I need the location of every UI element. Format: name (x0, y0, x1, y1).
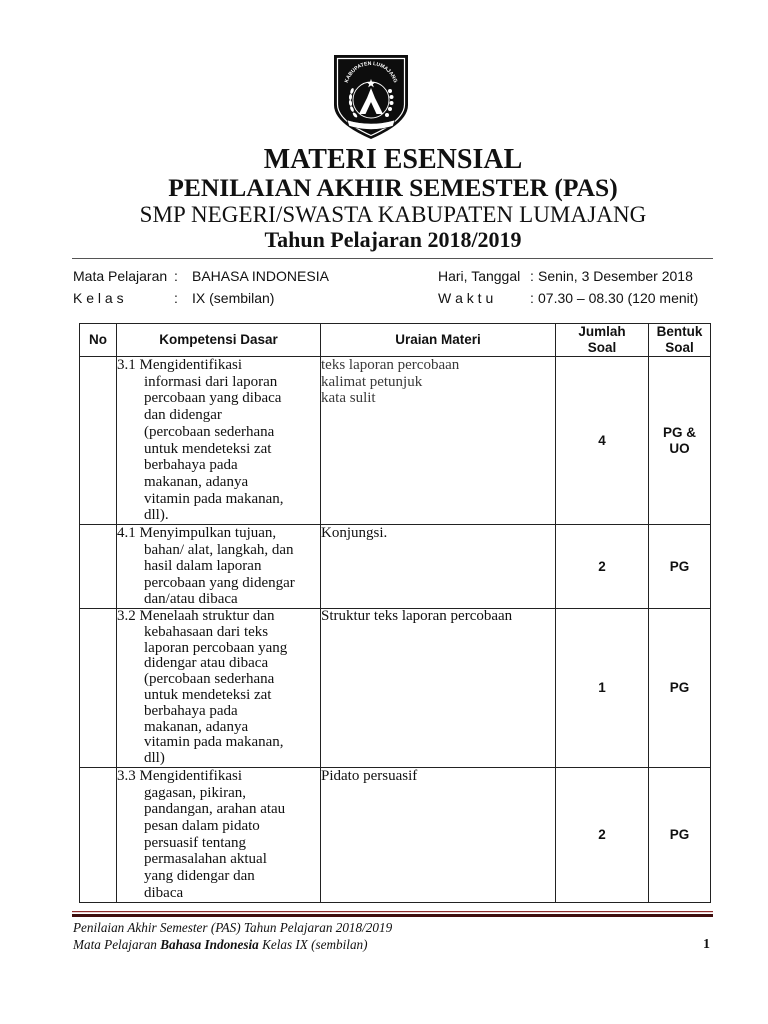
table-header-row (80, 324, 711, 357)
kd-line: persuasif tentang (144, 834, 247, 851)
header-divider (72, 258, 713, 259)
materi-line: Konjungsi. (321, 525, 388, 542)
class-value: IX (sembilan) (192, 290, 275, 306)
time-label: W a k t u (438, 290, 494, 306)
kd-line: pandangan, arahan atau (144, 801, 286, 818)
kd-line: 3.2 Menelaah struktur dan (117, 608, 275, 624)
no-cell (80, 609, 117, 768)
document-subtitle: PENILAIAN AKHIR SEMESTER (PAS) (168, 173, 618, 202)
date-separator: : (530, 268, 534, 284)
materi-line: Struktur teks laporan percobaan (321, 608, 513, 624)
bentuk-soal-cell (649, 767, 711, 902)
table-row (80, 525, 711, 609)
header-no: No (80, 324, 117, 357)
time-separator: : (530, 290, 534, 306)
kd-line: dan/atau dibaca (144, 591, 238, 608)
bentuk-soal-cell (649, 525, 711, 609)
kompetensi-dasar-cell (117, 357, 321, 525)
materi-table (79, 323, 711, 903)
uraian-materi-cell (321, 357, 556, 525)
kd-line: informasi dari laporan (144, 373, 278, 390)
kd-line: hasil dalam laporan (144, 558, 262, 575)
footer-exam-line: Penilaian Akhir Semester (PAS) Tahun Pelajaran 2018/2019 (73, 920, 393, 935)
header-bentuk-line: Bentuk (656, 324, 703, 339)
subject-separator: : (174, 268, 178, 284)
kd-line: didengar atau dibaca (144, 655, 269, 672)
kompetensi-dasar-cell (117, 525, 321, 609)
kd-line: 3.3 Mengidentifikasi (117, 767, 242, 784)
bentuk-soal-cell (649, 357, 711, 525)
kd-line: (percobaan sederhana (144, 671, 275, 688)
kd-line: kebahasaan dari teks (144, 623, 269, 640)
school-name: SMP NEGERI/SWASTA KABUPATEN LUMAJANG (139, 202, 647, 227)
kompetensi-dasar-cell (117, 767, 321, 902)
jumlah-soal-cell: 4 (556, 357, 649, 525)
header-jumlah-line: Soal (587, 340, 617, 355)
footer-subject-prefix: Mata Pelajaran (73, 937, 157, 952)
no-cell (80, 357, 117, 525)
subject-label: Mata Pelajaran (73, 268, 168, 284)
jumlah-soal-cell: 2 (556, 525, 649, 609)
bentuk-line: PG (669, 558, 690, 574)
kd-line: bahan/ alat, langkah, dan (144, 541, 294, 558)
bentuk-line: PG (669, 826, 690, 842)
kd-line: vitamin pada makanan, (144, 490, 284, 507)
emblem-lettering: KABUPATEN LUMAJANG (343, 60, 399, 84)
kd-line: untuk mendeteksi zat (144, 686, 272, 703)
header-jumlah-line: Jumlah (578, 324, 626, 339)
materi-line: Pidato persuasif (321, 767, 418, 784)
footer-class: Kelas IX (sembilan) (262, 937, 368, 952)
footer-subject-line (73, 937, 368, 953)
time-value: 07.30 – 08.30 (120 menit) (538, 290, 699, 306)
bentuk-line: PG & (662, 424, 696, 440)
class-separator: : (174, 290, 178, 306)
no-cell (80, 767, 117, 902)
kd-line: makanan, adanya (144, 718, 249, 735)
kd-line: untuk mendeteksi zat (144, 440, 272, 457)
date-value: Senin, 3 Desember 2018 (538, 268, 693, 284)
kd-line: makanan, adanya (144, 473, 249, 490)
page-number: 1 (703, 937, 710, 952)
bentuk-line: PG (669, 679, 690, 695)
kd-line: dan didengar (144, 407, 222, 424)
header-bentuk-line: Soal (665, 340, 694, 355)
jumlah-soal-cell: 1 (556, 609, 649, 768)
date-label: Hari, Tanggal (438, 268, 521, 284)
kd-line: permasalahan aktual (144, 851, 267, 868)
kompetensi-dasar-cell (117, 609, 321, 768)
materi-line: kata sulit (321, 390, 376, 407)
kd-line: dibaca (144, 884, 184, 901)
kd-line: 4.1 Menyimpulkan tujuan, (117, 525, 277, 542)
kd-line: vitamin pada makanan, (144, 734, 284, 751)
kd-line: percobaan yang didengar (144, 574, 295, 591)
kd-line: 3.1 Mengidentifikasi (117, 357, 242, 373)
kd-line: percobaan yang dibaca (144, 390, 282, 407)
emblem-logo (331, 53, 411, 141)
uraian-materi-cell (321, 525, 556, 609)
subject-value: BAHASA INDONESIA (192, 268, 329, 284)
kd-line: berbahaya pada (144, 702, 238, 719)
jumlah-soal-cell: 2 (556, 767, 649, 902)
bentuk-line: UO (669, 440, 690, 456)
header-kompetensi-dasar: Kompetensi Dasar (117, 324, 321, 357)
kd-line: laporan percobaan yang (144, 639, 288, 656)
kd-line: dll). (144, 507, 169, 524)
materi-line: teks laporan percobaan (321, 357, 460, 373)
table-row (80, 767, 711, 902)
kd-line: yang didengar dan (144, 868, 255, 885)
table-row (80, 609, 711, 768)
table-row (80, 357, 711, 525)
header-uraian-materi: Uraian Materi (321, 324, 556, 357)
footer-subject-name: Bahasa Indonesia (160, 937, 259, 952)
kd-line: dll) (144, 750, 165, 767)
academic-year: Tahun Pelajaran 2018/2019 (264, 227, 522, 252)
uraian-materi-cell (321, 609, 556, 768)
materi-line: kalimat petunjuk (321, 373, 423, 390)
kd-line: gagasan, pikiran, (144, 784, 247, 801)
bentuk-soal-cell (649, 609, 711, 768)
class-label: K e l a s (73, 290, 124, 306)
no-cell (80, 525, 117, 609)
kd-line: (percobaan sederhana (144, 423, 275, 440)
footer-rule (72, 911, 713, 918)
uraian-materi-cell (321, 767, 556, 902)
document-title: MATERI ESENSIAL (263, 144, 523, 175)
header-jumlah-soal (556, 324, 649, 357)
header-bentuk-soal (649, 324, 711, 357)
kd-line: pesan dalam pidato (144, 818, 260, 835)
kd-line: berbahaya pada (144, 457, 238, 474)
